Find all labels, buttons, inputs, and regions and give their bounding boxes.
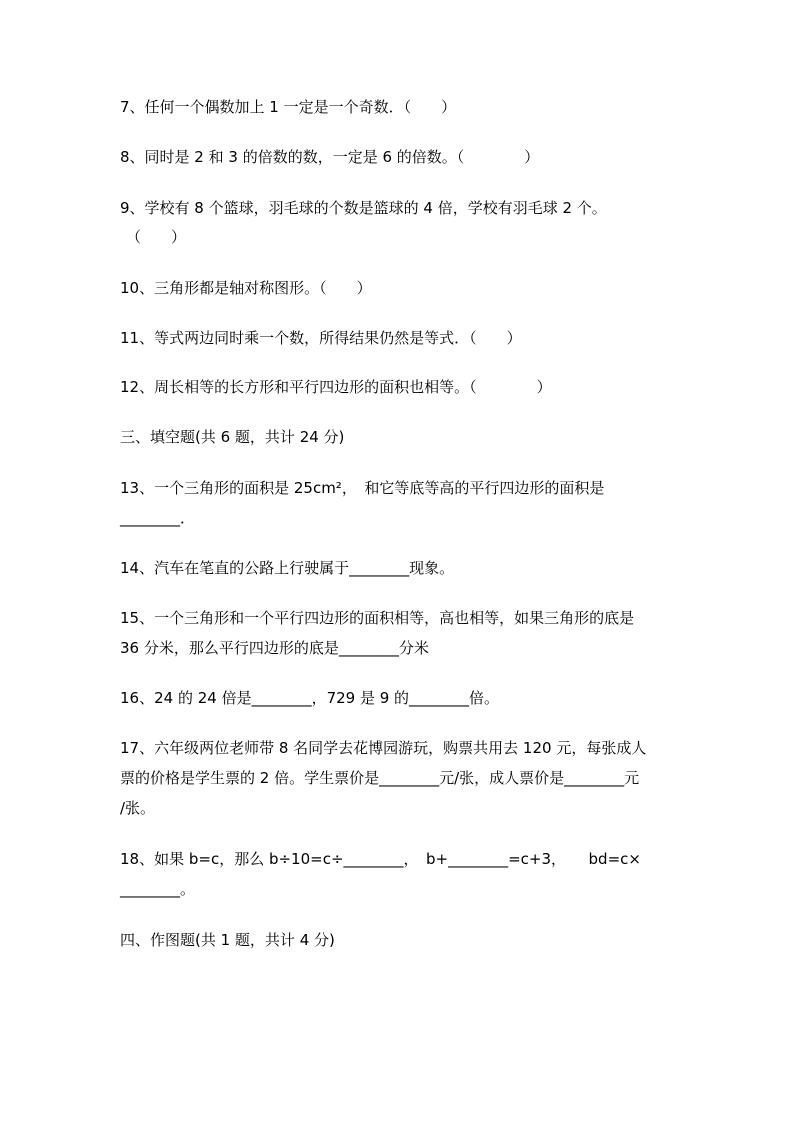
question-14: 14、汽车在笔直的公路上行驶属于________现象。 [120, 559, 455, 577]
question-9-answer-bracket: （ ） [126, 228, 187, 246]
section-heading-fill-in: 三、填空题(共 6 题，共计 24 分) [120, 428, 345, 446]
question-17-continuation-2: /张。 [120, 799, 156, 817]
question-15-continuation: 36 分米，那么平行四边形的底是________分米 [120, 639, 429, 657]
question-11: 11、等式两边同时乘一个数，所得结果仍然是等式．（ ） [120, 329, 522, 347]
question-16: 16、24 的 24 倍是________，729 是 9 的________倍。 [120, 689, 500, 707]
section-heading-drawing: 四、作图题(共 1 题，共计 4 分) [120, 931, 335, 949]
question-8: 8、同时是 2 和 3 的倍数的数，一定是 6 的倍数。（ ） [120, 148, 540, 166]
question-18: 18、如果 b=c，那么 b÷10=c÷________， b+________=c+3， bd=c× [120, 850, 641, 868]
question-13: 13、一个三角形的面积是 25cm²， 和它等底等高的平行四边形的面积是 [120, 479, 605, 497]
question-15: 15、一个三角形和一个平行四边形的面积相等，高也相等，如果三角形的底是 [120, 609, 635, 627]
question-7: 7、任何一个偶数加上 1 一定是一个奇数．（ ） [120, 98, 457, 116]
question-13-continuation: ________． [120, 509, 196, 527]
question-9: 9、学校有 8 个篮球，羽毛球的个数是篮球的 4 倍，学校有羽毛球 2 个。 [120, 199, 607, 217]
question-12: 12、周长相等的长方形和平行四边形的面积也相等。（ ） [120, 378, 552, 396]
question-10: 10、三角形都是轴对称图形。（ ） [120, 279, 372, 297]
question-17: 17、六年级两位老师带 8 名同学去花博园游玩，购票共用去 120 元，每张成人 [120, 739, 647, 757]
question-18-continuation: ________。 [120, 880, 196, 898]
question-17-continuation: 票的价格是学生票的 2 倍。学生票价是________元/张，成人票价是________元 [120, 769, 640, 787]
